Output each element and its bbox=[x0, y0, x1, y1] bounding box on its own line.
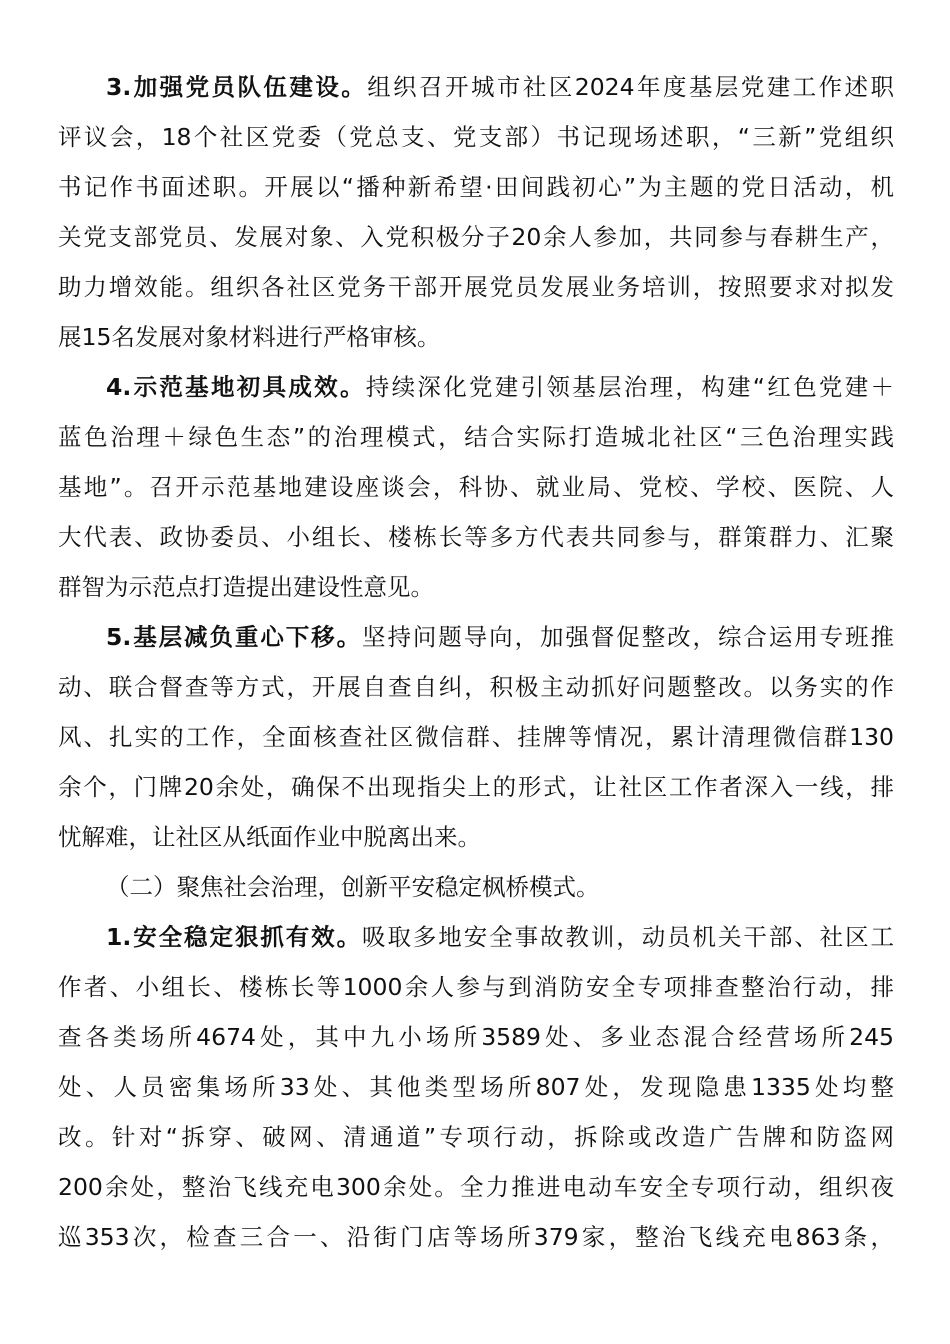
paragraph-line: 动、联合督查等方式，开展自查自纠，积极主动抓好问题整改。以务实的作 bbox=[58, 673, 894, 701]
paragraph-line: 群智为示范点打造提出建设性意见。 bbox=[58, 573, 434, 601]
paragraph-text: 组织召开城市社区2024年度基层党建工作述职 bbox=[367, 73, 894, 101]
document-page bbox=[58, 62, 894, 1262]
paragraph-first-line bbox=[58, 612, 894, 662]
paragraph-line: 大代表、政协委员、小组长、楼栋长等多方代表共同参与，群策群力、汇聚 bbox=[58, 523, 894, 551]
section-heading: （二）聚焦社会治理，创新平安稳定枫桥模式。 bbox=[106, 873, 600, 901]
paragraph-line: 蓝色治理＋绿色生态”的治理模式，结合实际打造城北社区“三色治理实践 bbox=[58, 423, 894, 451]
paragraph-heading: 5.基层减负重心下移。 bbox=[106, 623, 363, 651]
paragraph-demo-base bbox=[58, 362, 894, 612]
paragraph-heading: 1.安全稳定狠抓有效。 bbox=[106, 923, 363, 951]
paragraph-line: 200余处，整治飞线充电300余处。全力推进电动车安全专项行动，组织夜 bbox=[58, 1173, 894, 1201]
paragraph-line: 巡353次，检查三合一、沿街门店等场所379家，整治飞线充电863条， bbox=[58, 1223, 894, 1251]
paragraph-line: 处、人员密集场所33处、其他类型场所807处，发现隐患1335处均整 bbox=[58, 1073, 894, 1101]
paragraph-line: 基地”。召开示范基地建设座谈会，科协、就业局、党校、学校、医院、人 bbox=[58, 473, 894, 501]
paragraph-heading: 3.加强党员队伍建设。 bbox=[106, 73, 368, 101]
paragraph-line: 助力增效能。组织各社区党务干部开展党员发展业务培训，按照要求对拟发 bbox=[58, 273, 894, 301]
paragraph-line: 忧解难，让社区从纸面作业中脱离出来。 bbox=[58, 823, 481, 851]
paragraph-heading: 4.示范基地初具成效。 bbox=[106, 373, 366, 401]
paragraph-first-line bbox=[58, 912, 894, 962]
paragraph-line: 风、扎实的工作，全面核查社区微信群、挂牌等情况，累计清理微信群130 bbox=[58, 723, 894, 751]
paragraph-text: 吸取多地安全事故教训，动员机关干部、社区工 bbox=[362, 923, 895, 951]
paragraph-line: 查各类场所4674处，其中九小场所3589处、多业态混合经营场所245 bbox=[58, 1023, 894, 1051]
paragraph-line: 作者、小组长、楼栋长等1000余人参与到消防安全专项排查整治行动，排 bbox=[58, 973, 894, 1001]
paragraph-line: 余个，门牌20余处，确保不出现指尖上的形式，让社区工作者深入一线，排 bbox=[58, 773, 894, 801]
paragraph-line: 关党支部党员、发展对象、入党积极分子20余人参加，共同参与春耕生产， bbox=[58, 223, 894, 251]
paragraph-party-team-building bbox=[58, 62, 894, 362]
paragraph-text: 持续深化党建引领基层治理，构建“红色党建＋ bbox=[365, 373, 894, 401]
paragraph-line: 展15名发展对象材料进行严格审核。 bbox=[58, 323, 441, 351]
paragraph-safety-stability bbox=[58, 912, 894, 1262]
paragraph-first-line bbox=[58, 62, 894, 112]
paragraph-burden-reduction bbox=[58, 612, 894, 862]
paragraph-first-line bbox=[58, 362, 894, 412]
paragraph-line: 改。针对“拆穿、破网、清通道”专项行动，拆除或改造广告牌和防盗网 bbox=[58, 1123, 894, 1151]
paragraph-text: 坚持问题导向，加强督促整改，综合运用专班推 bbox=[362, 623, 895, 651]
paragraph-line: 评议会，18个社区党委（党总支、党支部）书记现场述职，“三新”党组织 bbox=[58, 123, 894, 151]
paragraph-line: 书记作书面述职。开展以“播种新希望·田间践初心”为主题的党日活动，机 bbox=[58, 173, 894, 201]
